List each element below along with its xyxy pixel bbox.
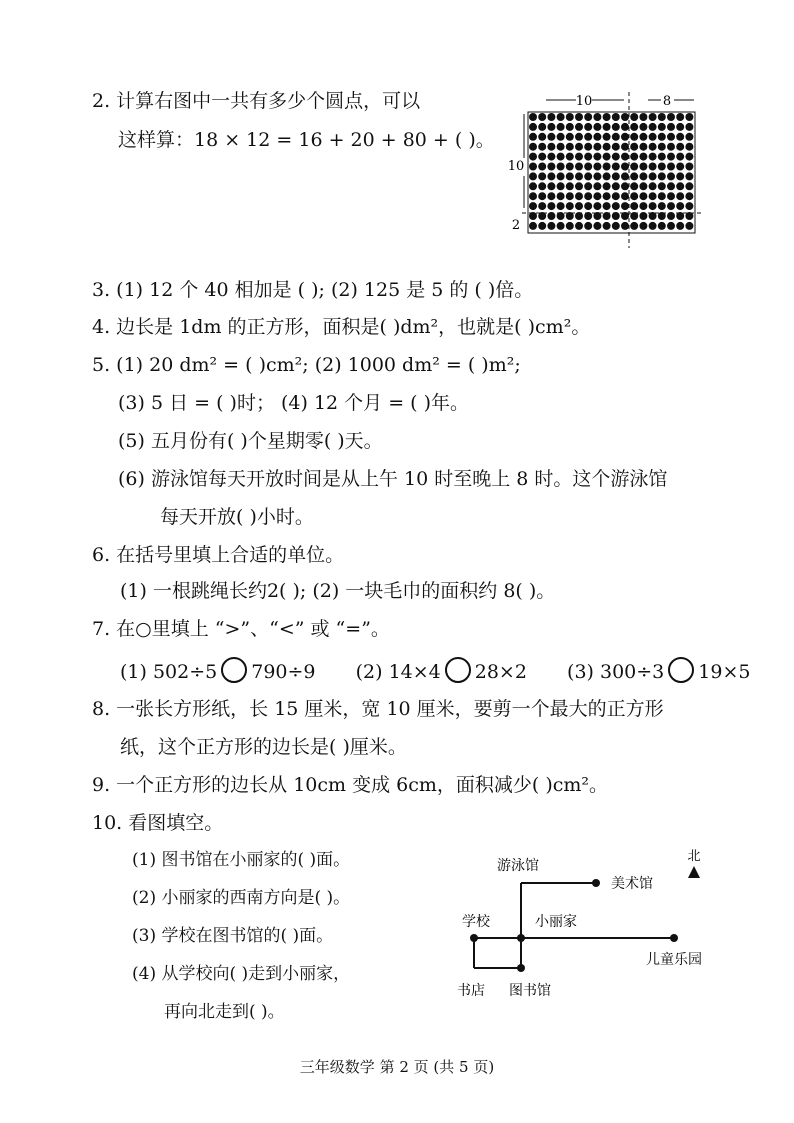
dot	[676, 202, 684, 210]
dot	[649, 202, 657, 210]
dot	[557, 192, 565, 200]
dot	[649, 192, 657, 200]
dot	[612, 153, 620, 161]
dot	[649, 113, 657, 121]
dot	[630, 172, 638, 180]
dot	[639, 143, 647, 151]
dot	[538, 182, 546, 190]
dot	[529, 163, 537, 171]
compare-circle-1[interactable]	[221, 657, 247, 683]
dot	[538, 113, 546, 121]
q10-line1: 10. 看图填空。	[92, 812, 224, 834]
dot	[575, 153, 583, 161]
q7-compare-row	[120, 657, 750, 684]
dot	[547, 222, 555, 230]
dot	[676, 222, 684, 230]
dot	[557, 143, 565, 151]
dot	[538, 153, 546, 161]
dot	[593, 202, 601, 210]
compare-2-left: (2) 14×4	[355, 661, 441, 683]
dot	[557, 182, 565, 190]
dot	[621, 163, 629, 171]
dot	[630, 113, 638, 121]
dot	[593, 143, 601, 151]
dot	[685, 113, 693, 121]
compare-circle-3[interactable]	[668, 657, 694, 683]
dot	[547, 133, 555, 141]
dot	[547, 202, 555, 210]
dot	[658, 133, 666, 141]
dot	[630, 123, 638, 131]
dot	[667, 133, 675, 141]
dot	[667, 172, 675, 180]
dot	[639, 153, 647, 161]
dot	[584, 192, 592, 200]
dot	[538, 222, 546, 230]
dot	[584, 123, 592, 131]
dot	[667, 202, 675, 210]
dot	[547, 123, 555, 131]
dot	[630, 222, 638, 230]
dot	[584, 172, 592, 180]
dot	[621, 172, 629, 180]
direction-map	[446, 840, 706, 1020]
dot	[584, 153, 592, 161]
dot	[639, 163, 647, 171]
dot	[658, 202, 666, 210]
dot	[538, 192, 546, 200]
dot	[603, 123, 611, 131]
dot	[547, 113, 555, 121]
dot	[667, 182, 675, 190]
dot	[639, 123, 647, 131]
dot	[593, 172, 601, 180]
dot	[538, 143, 546, 151]
dot	[584, 202, 592, 210]
dot	[603, 163, 611, 171]
q7-line1: 7. 在○里填上 “>”、“<” 或 “=”。	[92, 618, 390, 640]
dot	[566, 113, 574, 121]
dot	[575, 202, 583, 210]
dot	[575, 182, 583, 190]
compare-1-right: 790÷9	[251, 661, 316, 683]
dot	[547, 153, 555, 161]
q5-line2: (3) 5 日 = ( )时； (4) 12 个月 = ( )年。	[118, 392, 470, 414]
school-label: 学校	[462, 914, 490, 930]
dot	[612, 133, 620, 141]
library-node	[517, 964, 525, 972]
dot	[685, 143, 693, 151]
dot	[529, 172, 537, 180]
dot	[557, 123, 565, 131]
dot	[612, 192, 620, 200]
dot	[621, 143, 629, 151]
dot	[584, 143, 592, 151]
dot-grid	[529, 113, 693, 230]
dot	[676, 113, 684, 121]
park-label: 儿童乐园	[646, 952, 702, 968]
dot	[557, 163, 565, 171]
dot	[667, 222, 675, 230]
dot	[566, 153, 574, 161]
dot	[612, 123, 620, 131]
dot	[676, 123, 684, 131]
dot	[557, 133, 565, 141]
dot	[529, 133, 537, 141]
compare-circle-2[interactable]	[445, 657, 471, 683]
dot	[557, 113, 565, 121]
dot	[649, 182, 657, 190]
dot	[529, 153, 537, 161]
q5-line3: (5) 五月份有( )个星期零( )天。	[118, 430, 383, 452]
dot	[685, 202, 693, 210]
dot	[658, 143, 666, 151]
compare-2-right: 28×2	[474, 661, 527, 683]
dot	[593, 222, 601, 230]
dot	[593, 133, 601, 141]
dot	[658, 192, 666, 200]
dot	[676, 133, 684, 141]
dot	[575, 222, 583, 230]
dot	[547, 182, 555, 190]
dot	[603, 182, 611, 190]
dot	[529, 192, 537, 200]
label-top-right: 8	[662, 94, 672, 109]
dot	[566, 143, 574, 151]
dot	[639, 182, 647, 190]
dot	[603, 143, 611, 151]
dot	[649, 153, 657, 161]
pool-label: 游泳馆	[497, 858, 539, 874]
dot	[538, 133, 546, 141]
q8-line2: 纸，这个正方形的边长是( )厘米。	[120, 736, 407, 758]
dot	[649, 133, 657, 141]
label-left-top: 10	[507, 159, 525, 174]
dot	[621, 123, 629, 131]
dot	[575, 113, 583, 121]
dot	[630, 153, 638, 161]
dot	[547, 163, 555, 171]
dot	[593, 123, 601, 131]
q4-line: 4. 边长是 1dm 的正方形，面积是( )dm²，也就是( )cm²。	[92, 316, 591, 338]
dot	[603, 192, 611, 200]
dot	[566, 163, 574, 171]
library-label: 图书馆	[509, 983, 551, 999]
dot	[593, 182, 601, 190]
q5-line4: (6) 游泳馆每天开放时间是从上午 10 时至晚上 8 时。这个游泳馆	[118, 468, 668, 490]
dot	[593, 113, 601, 121]
dot	[593, 153, 601, 161]
dot	[593, 163, 601, 171]
dot	[639, 192, 647, 200]
dot	[547, 172, 555, 180]
dot	[658, 222, 666, 230]
label-left-bottom: 2	[511, 218, 521, 233]
dot	[639, 222, 647, 230]
dot	[584, 163, 592, 171]
dot	[612, 172, 620, 180]
compare-3-right: 19×5	[698, 661, 751, 683]
dot	[557, 222, 565, 230]
dot	[621, 182, 629, 190]
dot	[575, 163, 583, 171]
dot	[685, 163, 693, 171]
dot	[566, 192, 574, 200]
dot	[658, 163, 666, 171]
page-footer: 三年级数学 第 2 页 (共 5 页)	[299, 1058, 495, 1076]
dot	[603, 202, 611, 210]
q9-line: 9. 一个正方形的边长从 10cm 变成 6cm，面积减少( )cm²。	[92, 774, 609, 796]
dot	[612, 182, 620, 190]
dot	[649, 123, 657, 131]
dot	[658, 153, 666, 161]
dot	[667, 143, 675, 151]
dot	[538, 163, 546, 171]
dot	[557, 202, 565, 210]
dot-array-figure	[504, 90, 704, 250]
dot	[639, 113, 647, 121]
dot	[649, 163, 657, 171]
north-arrow-icon	[688, 866, 700, 878]
q2-line1: 2. 计算右图中一共有多少个圆点，可以	[92, 90, 421, 112]
dot	[566, 222, 574, 230]
dot	[538, 123, 546, 131]
dot	[658, 113, 666, 121]
compare-1-left: (1) 502÷5	[120, 661, 218, 683]
dot	[566, 182, 574, 190]
park-node	[670, 934, 678, 942]
north-label: 北	[687, 849, 701, 864]
dot	[667, 163, 675, 171]
dot	[621, 192, 629, 200]
art-node	[592, 879, 600, 887]
dot	[547, 192, 555, 200]
dot	[538, 202, 546, 210]
dot	[584, 222, 592, 230]
dot	[529, 182, 537, 190]
dot	[529, 143, 537, 151]
q5-line5: 每天开放( )小时。	[160, 506, 314, 528]
dot	[584, 182, 592, 190]
q3-line: 3. (1) 12 个 40 相加是 ( ); (2) 125 是 5 的 ( )倍。	[92, 279, 534, 301]
q10-sub1: (1) 图书馆在小丽家的( )面。	[132, 850, 351, 870]
dot	[575, 143, 583, 151]
dot	[529, 202, 537, 210]
dot	[639, 172, 647, 180]
dot	[603, 172, 611, 180]
dot	[630, 192, 638, 200]
art-label: 美术馆	[611, 876, 653, 892]
dot	[566, 172, 574, 180]
dot	[649, 143, 657, 151]
dot	[529, 113, 537, 121]
dot	[538, 172, 546, 180]
dot	[529, 222, 537, 230]
dot	[649, 222, 657, 230]
dot	[557, 153, 565, 161]
dot	[639, 202, 647, 210]
dot	[685, 182, 693, 190]
dot	[621, 133, 629, 141]
dot	[685, 153, 693, 161]
dot	[685, 123, 693, 131]
dot	[612, 222, 620, 230]
dot	[685, 133, 693, 141]
dot	[630, 202, 638, 210]
q10-sub2: (2) 小丽家的西南方向是( )。	[132, 888, 351, 908]
dot	[685, 222, 693, 230]
school-node	[470, 934, 478, 942]
dot	[575, 192, 583, 200]
dot	[575, 172, 583, 180]
dot	[603, 153, 611, 161]
dot	[630, 182, 638, 190]
dot	[621, 153, 629, 161]
dot	[612, 113, 620, 121]
q2-line2: 这样算：18 × 12 = 16 + 20 + 80 + ( )。	[118, 129, 495, 151]
dot	[676, 163, 684, 171]
home-node	[517, 934, 525, 942]
dot	[621, 222, 629, 230]
dot	[621, 113, 629, 121]
dot	[612, 163, 620, 171]
dot	[630, 143, 638, 151]
dot	[667, 153, 675, 161]
dot	[649, 172, 657, 180]
dot	[584, 133, 592, 141]
compare-3-left: (3) 300÷3	[567, 661, 665, 683]
dot	[603, 222, 611, 230]
dot	[658, 172, 666, 180]
q10-sub4: (4) 从学校向( )走到小丽家，	[132, 964, 351, 984]
dot	[658, 123, 666, 131]
dot	[667, 192, 675, 200]
dot	[676, 192, 684, 200]
dot	[685, 192, 693, 200]
dot	[547, 143, 555, 151]
bookstore-label: 书店	[457, 983, 485, 999]
dot	[630, 133, 638, 141]
dot	[575, 123, 583, 131]
dot	[667, 123, 675, 131]
q8-line1: 8. 一张长方形纸，长 15 厘米，宽 10 厘米，要剪一个最大的正方形	[92, 698, 664, 720]
dot	[676, 172, 684, 180]
dot	[603, 133, 611, 141]
dot	[566, 202, 574, 210]
dot	[603, 113, 611, 121]
dot	[658, 182, 666, 190]
dot	[612, 202, 620, 210]
q6-line2: (1) 一根跳绳长约2( ); (2) 一块毛巾的面积约 8( )。	[120, 580, 556, 602]
dot	[584, 113, 592, 121]
dot	[630, 163, 638, 171]
dot	[685, 172, 693, 180]
dot	[612, 143, 620, 151]
dot	[639, 133, 647, 141]
dot	[529, 123, 537, 131]
q5-line1: 5. (1) 20 dm² = ( )cm²; (2) 1000 dm² = ( )m²;	[92, 354, 521, 376]
dot	[676, 182, 684, 190]
dot	[676, 153, 684, 161]
q10-sub3: (3) 学校在图书馆的( )面。	[132, 926, 334, 946]
label-top-left: 10	[575, 94, 593, 109]
dot	[667, 113, 675, 121]
dot	[557, 172, 565, 180]
q6-line1: 6. 在括号里填上合适的单位。	[92, 544, 345, 566]
dot	[566, 133, 574, 141]
home-label: 小丽家	[535, 914, 577, 930]
dot	[676, 143, 684, 151]
dot	[575, 133, 583, 141]
q10-sub5: 再向北走到( )。	[164, 1002, 285, 1022]
dot	[621, 202, 629, 210]
dot	[566, 123, 574, 131]
dot	[593, 192, 601, 200]
